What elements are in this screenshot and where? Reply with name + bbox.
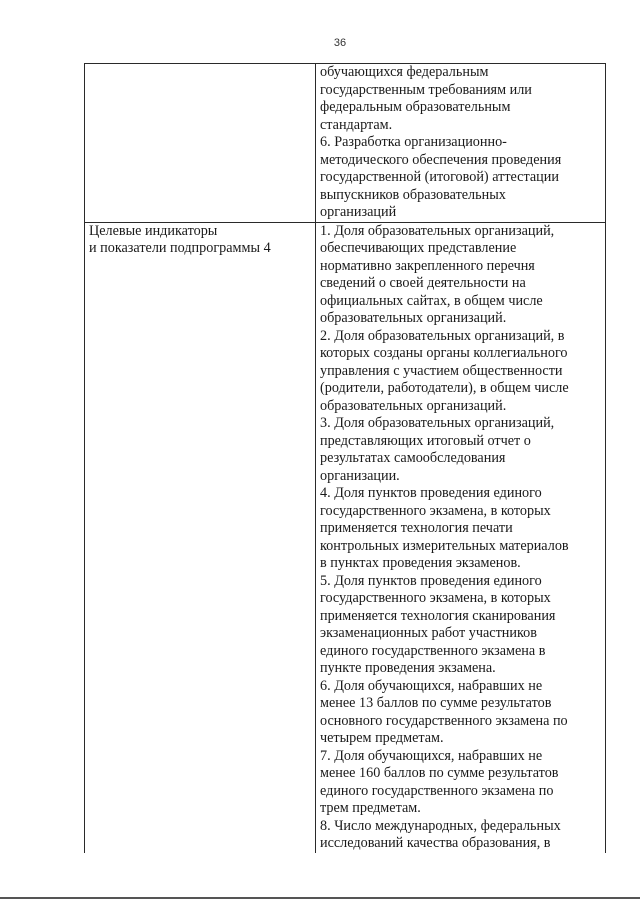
text-line: представляющих итоговый отчет о (320, 432, 531, 449)
text-line: 4. Доля пунктов проведения единого (320, 485, 542, 501)
text-line: 1. Доля образовательных организаций, (320, 222, 555, 239)
row1-right-text (320, 64, 602, 222)
text-line: образовательных организаций. (320, 397, 507, 414)
row1-right-cell (316, 64, 606, 223)
row2-right-cell (316, 222, 606, 853)
text-line: единого государственного экзамена по (320, 782, 554, 799)
row2-left-text (89, 223, 312, 258)
text-line: стандартам. (320, 116, 393, 133)
text-line: методического обеспечения проведения (320, 151, 562, 168)
text-line: организации. (320, 467, 400, 484)
text-line: четырем предметам. (320, 730, 444, 746)
text-line: менее 160 баллов по сумме результатов (320, 765, 559, 781)
row1-left-cell (85, 64, 316, 223)
text-line: и показатели подпрограммы 4 (89, 240, 271, 256)
text-line: экзаменационных работ участников (320, 625, 537, 641)
text-line: применяется технология печати (320, 520, 513, 536)
table-row-continuation (85, 64, 606, 223)
text-line: 2. Доля образовательных организаций, в (320, 327, 565, 344)
text-line: 3. Доля образовательных организаций, (320, 415, 555, 431)
text-line: 6. Разработка организационно- (320, 134, 507, 150)
text-line: 7. Доля обучающихся, набравших не (320, 747, 543, 764)
text-line: трем предметам. (320, 800, 421, 816)
text-line: (родители, работодатели), в общем числе (320, 380, 569, 396)
text-line: в пунктах проведения экзаменов. (320, 555, 521, 571)
text-line: образовательных организаций. (320, 310, 507, 326)
text-line: контрольных измерительных материалов (320, 537, 569, 554)
text-line: обеспечивающих представление (320, 240, 517, 256)
text-line: которых созданы органы коллегиального (320, 345, 568, 361)
text-line: исследований качества образования, в (320, 835, 551, 851)
text-line: единого государственного экзамена в (320, 642, 546, 659)
text-line: основного государственного экзамена по (320, 712, 568, 729)
text-line: 8. Число международных, федеральных (320, 817, 561, 834)
text-line: официальных сайтах, в общем числе (320, 292, 543, 309)
text-line: государственного экзамена, в которых (320, 590, 551, 606)
text-line: федеральным образовательным (320, 99, 511, 115)
text-line: сведений о своей деятельности на (320, 275, 526, 291)
text-line: нормативно закрепленного перечня (320, 257, 535, 274)
row2-left-cell (85, 222, 316, 853)
text-line: 6. Доля обучающихся, набравших не (320, 677, 543, 694)
table-row-target-indicators (85, 222, 606, 853)
row2-right-text (320, 223, 602, 853)
text-line: обучающихся федеральным (320, 64, 489, 80)
subprogram-table (84, 63, 606, 853)
text-line: пункте проведения экзамена. (320, 660, 496, 676)
bottom-rule (0, 897, 640, 899)
text-line: 5. Доля пунктов проведения единого (320, 572, 542, 589)
text-line: применяется технология сканирования (320, 607, 556, 624)
text-line: выпускников образовательных (320, 186, 506, 203)
page-number: 36 (333, 37, 347, 49)
text-line: государственного экзамена, в которых (320, 502, 551, 519)
text-line: результатах самообследования (320, 450, 506, 466)
text-line: государственной (итоговой) аттестации (320, 169, 559, 185)
text-line: организаций (320, 204, 397, 220)
text-line: Целевые индикаторы (89, 222, 218, 239)
text-line: управления с участием общественности (320, 362, 563, 379)
text-line: менее 13 баллов по сумме результатов (320, 695, 552, 711)
text-line: государственным требованиям или (320, 81, 532, 98)
